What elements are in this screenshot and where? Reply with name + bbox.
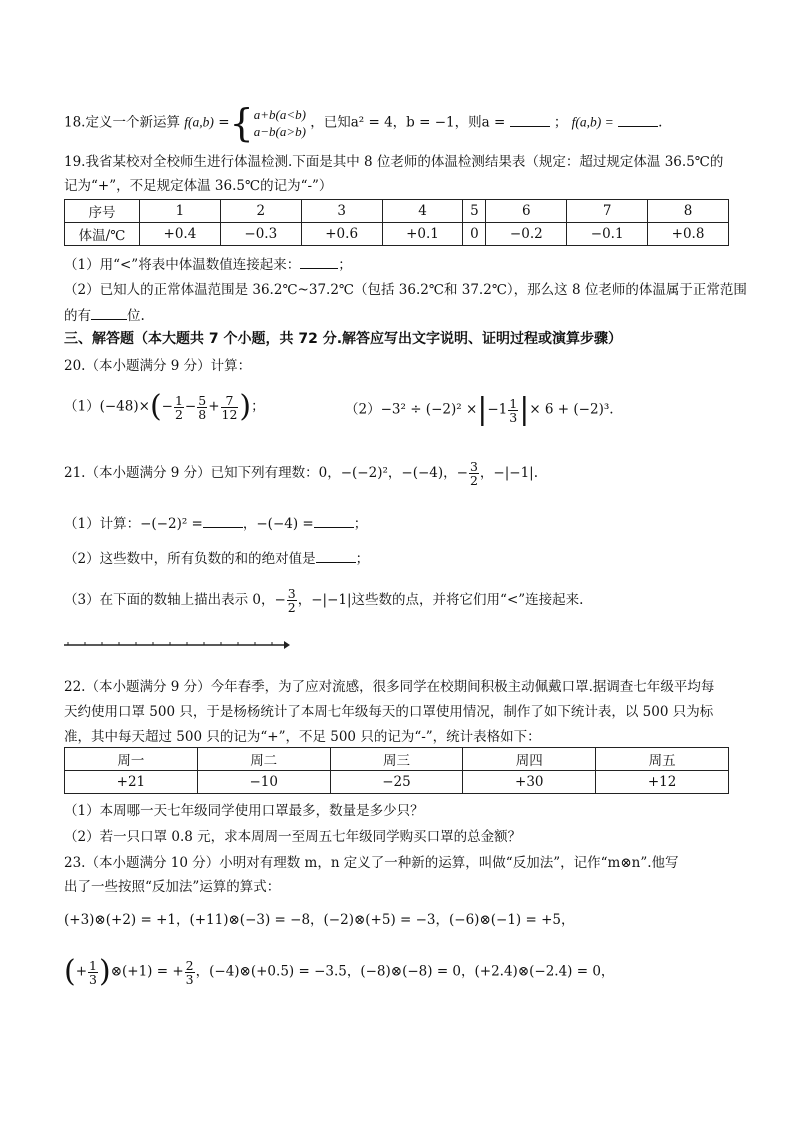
number-line[interactable] <box>64 637 290 651</box>
table-cell: +12 <box>596 771 729 794</box>
table-cell: 3 <box>301 200 382 223</box>
paren-open: ( <box>64 954 76 989</box>
paren-close: ) <box>98 954 111 989</box>
q21-part2-text: （2）这些数中，所有负数的和的绝对值是 <box>64 551 316 567</box>
q20-p2-label: （2） <box>345 401 381 418</box>
table-cell: +30 <box>463 771 596 794</box>
table-cell: 周二 <box>197 748 330 771</box>
table-cell: −0.1 <box>567 223 648 246</box>
number-line-svg <box>64 637 290 651</box>
table-cell: −0.3 <box>220 223 301 246</box>
brace-symbol: { <box>229 101 254 145</box>
q21-part1-mid: ，−(−4) = <box>242 516 314 532</box>
q21-part-3 <box>64 587 583 617</box>
table-cell: −25 <box>330 771 463 794</box>
q20-p1-label: （1） <box>64 398 100 415</box>
q19-answer-blank-2[interactable] <box>91 305 127 320</box>
q18-func: f <box>184 114 189 130</box>
q19-part2b-pre: 的有 <box>64 308 91 324</box>
table-row <box>65 200 729 223</box>
q20-part-2 <box>345 392 614 429</box>
q23-equations-1: (+3)⊗(+2) = +1，(+11)⊗(−3) = −8，(−2)⊗(+5) = −3，(−6)⊗(−1) = +5， <box>64 912 575 928</box>
fraction: $\frac{1}{2}$ <box>174 392 183 422</box>
fraction: $\frac{1}{3}$ <box>509 395 518 425</box>
question-18 <box>64 101 663 145</box>
paren-open: ( <box>149 389 162 424</box>
abs-bar: | <box>519 392 530 427</box>
q22-part-1: （1）本周哪一天七年级同学使用口罩最多，数量是多少只？ <box>64 803 424 819</box>
table-cell: −0.2 <box>486 223 567 246</box>
q23-text-2: 出了一些按照“反加法”运算的算式： <box>64 879 281 895</box>
q21-answer-blank-3[interactable] <box>316 548 356 563</box>
fraction: $\frac{5}{8}$ <box>198 392 207 422</box>
table-cell: +21 <box>65 771 198 794</box>
section-3-heading: 三、解答题（本大题共 7 个小题，共 72 分.解答应写出文字说明、证明过程或演算步骤） <box>64 331 623 347</box>
mask-usage-table <box>64 747 729 794</box>
table-cell: −10 <box>197 771 330 794</box>
table-cell: 5 <box>463 200 486 223</box>
q21-part1-text: （1）计算：−(−2)² = <box>64 516 203 532</box>
q22-text-1: 22.（本小题满分 9 分）今年春季，为了应对流感，很多同学在校期间积极主动佩戴口罩.据调查七年级平均每 <box>64 679 715 695</box>
table-cell: 4 <box>382 200 463 223</box>
q18-case1: a+b(a<b) <box>253 107 306 122</box>
q19-part1-end: ； <box>338 257 352 273</box>
fraction: $\frac{1}{3}$ <box>89 957 97 987</box>
table-row <box>65 771 729 794</box>
q20-part-1: （1）(−48)×(− $\frac{1}{2}$ − $\frac{5}{8}$ + $\frac{7}{12}$ )； <box>64 389 265 424</box>
q23-eq2-b: ，(−4)⊗(+0.5) = −3.5，(−8)⊗(−8) = 0，(+2.4)⊗(−2.4) = 0， <box>195 963 615 980</box>
table-row <box>65 748 729 771</box>
table-cell: 1 <box>140 200 221 223</box>
table-cell: +0.1 <box>382 223 463 246</box>
q21-part-2 <box>64 548 369 569</box>
q23-equations-2: (+ $\frac{1}{3}$ )⊗(+1) = + $\frac{2}{3}$ ，(−4)⊗(+0.5) = −3.5，(−8)⊗(−8) = 0，(+2.4)⊗(−2.4) = 0， <box>64 954 615 989</box>
q20-p1-end: ； <box>251 398 265 415</box>
q19-part-2: （2）已知人的正常体温范围是 36.2℃~37.2℃（包括 36.2℃和 37.2℃），那么这 8 位老师的体温属于正常范围 <box>64 282 747 298</box>
q18-case2: a−b(a>b) <box>253 124 306 139</box>
table-header-label: 序号 <box>65 200 140 223</box>
q21-title-text: 21.（本小题满分 9 分）已知下列有理数：0，−(−2)²，−(−4)， <box>64 465 457 481</box>
fraction: $\frac{7}{12}$ <box>221 392 238 422</box>
table-row-label: 体温/℃ <box>65 223 140 246</box>
table-cell: 周四 <box>463 748 596 771</box>
q21-answer-blank-1[interactable] <box>203 513 243 528</box>
q21-part1-end: ； <box>353 516 368 532</box>
q18-cases <box>254 106 306 140</box>
fraction: $\frac{3}{2}$ <box>287 586 296 615</box>
table-cell: 周五 <box>596 748 729 771</box>
table-cell: 8 <box>648 200 729 223</box>
fraction: $\frac{3}{2}$ <box>469 459 478 488</box>
q21-title-end: ，−|−1|. <box>479 465 539 481</box>
table-cell: +0.8 <box>648 223 729 246</box>
q20-p2-expr-a: −3² ÷ (−2)² × <box>380 401 478 418</box>
q20-p2-mixed: −1 <box>487 401 508 418</box>
q23-text-1: 23.（本小题满分 10 分）小明对有理数 m，n 定义了一种新的运算，叫做“反加法”，记作“m⊗n”.他写 <box>64 855 679 871</box>
q19-text-2: 记为“+”，不足规定体温 36.5℃的记为“-”） <box>64 178 333 194</box>
q18-answer-blank-a[interactable] <box>510 112 550 127</box>
q21-answer-blank-2[interactable] <box>314 513 354 528</box>
q20-p1-expr: (−48)× <box>99 398 150 415</box>
q19-part-2b <box>64 305 145 326</box>
q19-text-1: 19.我省某校对全校师生进行体温检测.下面是其中 8 位老师的体温检测结果表（规定：超过规定体温 36.5℃的 <box>64 154 724 170</box>
q21-part2-end: ； <box>355 551 370 567</box>
q22-text-3: 准，其中每天超过 500 只的记为“+”，不足 500 只的记为“-”，统计表格如下： <box>64 729 541 745</box>
table-cell: 0 <box>463 223 486 246</box>
table-cell: +0.4 <box>140 223 221 246</box>
temperature-table <box>64 199 729 246</box>
q19-answer-blank-1[interactable] <box>300 254 338 269</box>
q20-p2-expr-b: × 6 + (−2)³. <box>529 401 614 418</box>
q23-eq2-a: ⊗(+1) = + <box>110 963 184 980</box>
q21-part-1 <box>64 513 367 534</box>
table-cell: 周一 <box>65 748 198 771</box>
q20-title: 20.（本小题满分 9 分）计算： <box>64 358 252 374</box>
q18-args: (a,b) <box>188 114 214 130</box>
table-row <box>65 223 729 246</box>
q21-part3-b: ，−|−1|这些数的点，并将它们用“<”连接起来. <box>297 592 584 608</box>
q18-cond: ，已知a² = 4，b = −1，则a = <box>310 114 506 131</box>
arrow-icon <box>284 641 290 649</box>
q22-part-2: （2）若一只口罩 0.8 元，求本周周一至周五七年级同学购买口罩的总金额？ <box>64 829 522 845</box>
q18-prefix: 18.定义一个新运算 <box>64 114 180 131</box>
q18-end: . <box>658 114 663 131</box>
table-cell: 周三 <box>330 748 463 771</box>
fraction: $\frac{2}{3}$ <box>185 957 194 987</box>
q22-text-2: 天约使用口罩 500 只，于是杨杨统计了本周七年级每天的口罩使用情况，制作了如下统计表，以 500 只为标 <box>64 704 714 720</box>
q18-mid: ； <box>553 114 568 131</box>
abs-bar: | <box>477 392 488 427</box>
paren-close: ) <box>239 389 252 424</box>
q18-answer-blank-f[interactable] <box>618 112 658 127</box>
q19-part2b-post: 位. <box>127 308 145 324</box>
q21-part3-a: （3）在下面的数轴上描出表示 0，− <box>64 592 286 608</box>
q18-eq: = <box>218 114 230 131</box>
table-cell: +0.6 <box>301 223 382 246</box>
q21-title: 21.（本小题满分 9 分）已知下列有理数：0，−(−2)²，−(−4)，− $\frac{3}{2}$ ，−|−1|. <box>64 459 539 488</box>
table-cell: 2 <box>220 200 301 223</box>
table-cell: 6 <box>486 200 567 223</box>
q18-tail-func: f(a,b) = <box>571 114 614 130</box>
q19-part-1 <box>64 254 352 275</box>
q19-part1-text: （1）用“<”将表中体温数值连接起来： <box>64 257 301 273</box>
table-cell: 7 <box>567 200 648 223</box>
